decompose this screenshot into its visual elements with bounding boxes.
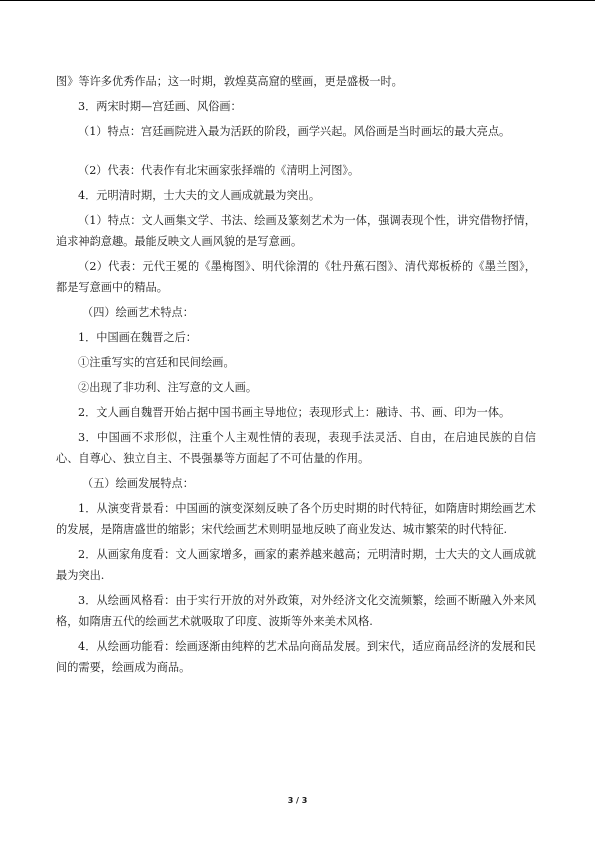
paragraph-painter-perspective: 2．从画家角度看：文人画家增多，画家的素养越来越高；元明清时期，士大夫的文人画成就最为突出. bbox=[56, 548, 536, 582]
page-number: 3 / 3 bbox=[287, 796, 308, 805]
paragraph-song-representative: （2）代表：代表作有北宋画家张择端的《清明上河图》。 bbox=[78, 164, 360, 177]
paragraph-painting-function: 4．从绘画功能看：绘画逐渐由纯粹的艺术品向商品发展。到宋代，适应商品经济的发展和民间的需要，绘画成为商品。 bbox=[56, 640, 536, 674]
document-body bbox=[56, 71, 536, 682]
section-heading-development: （五）绘画发展特点： bbox=[82, 477, 194, 490]
paragraph-song-features: （1）特点：宫廷画院进入最为活跃的阶段，画学兴起。风俗画是当时画坛的最大亮点。 bbox=[78, 125, 511, 138]
paragraph-evolution-background: 1．从演变背景看：中国画的演变深刻反映了各个历史时期的时代特征，如隋唐时期绘画艺术的发展，是隋唐盛世的缩影；宋代绘画艺术则明显地反映了商业发达、城市繁荣的时代特征. bbox=[56, 502, 536, 536]
heading-song-dynasty: 3．两宋时期—宫廷画、风俗画： bbox=[78, 100, 242, 113]
heading-yuan-ming-qing: 4．元明清时期，士大夫的文人画成就最为突出。 bbox=[78, 189, 321, 202]
heading-after-wei-jin: 1．中国画在魏晋之后： bbox=[78, 331, 197, 344]
paragraph-continuation: 图》等许多优秀作品；这一时期，敦煌莫高窟的壁画，更是盛极一时。 bbox=[56, 75, 403, 88]
paragraph-expression: 3．中国画不求形似，注重个人主观性情的表现，表现手法灵活、自由，在启迪民族的自信心、自尊心、独立自主、不畏强暴等方面起了不可估量的作用。 bbox=[56, 431, 536, 465]
paragraph-literati-features: （1）特点：文人画集文学、书法、绘画及篆刻艺术为一体，强调表现个性，讲究借物抒情，追求神韵意趣。最能反映文人画风貌的是写意画。 bbox=[56, 214, 536, 248]
paragraph-literati-representative: （2）代表：元代王冕的《墨梅图》、明代徐渭的《牡丹蕉石图》、清代郑板桥的《墨兰图》，都是写意画中的精品。 bbox=[56, 260, 536, 294]
list-item-literati-painting: ②出现了非功利、注写意的文人画。 bbox=[78, 381, 258, 394]
list-item-court-painting: ①注重写实的宫廷和民间绘画。 bbox=[78, 356, 235, 369]
paragraph-painting-style: 3．从绘画风格看：由于实行开放的对外政策，对外经济文化交流频繁，绘画不断融入外来风格，如隋唐五代的绘画艺术就吸取了印度、波斯等外来美术风格. bbox=[56, 594, 536, 628]
header-rule bbox=[0, 0, 595, 1]
section-heading-art-features: （四）绘画艺术特点： bbox=[82, 306, 194, 319]
paragraph-literati-dominance: 2．文人画自魏晋开始占据中国书画主导地位；表现形式上：融诗、书、画、印为一体。 bbox=[78, 406, 511, 419]
